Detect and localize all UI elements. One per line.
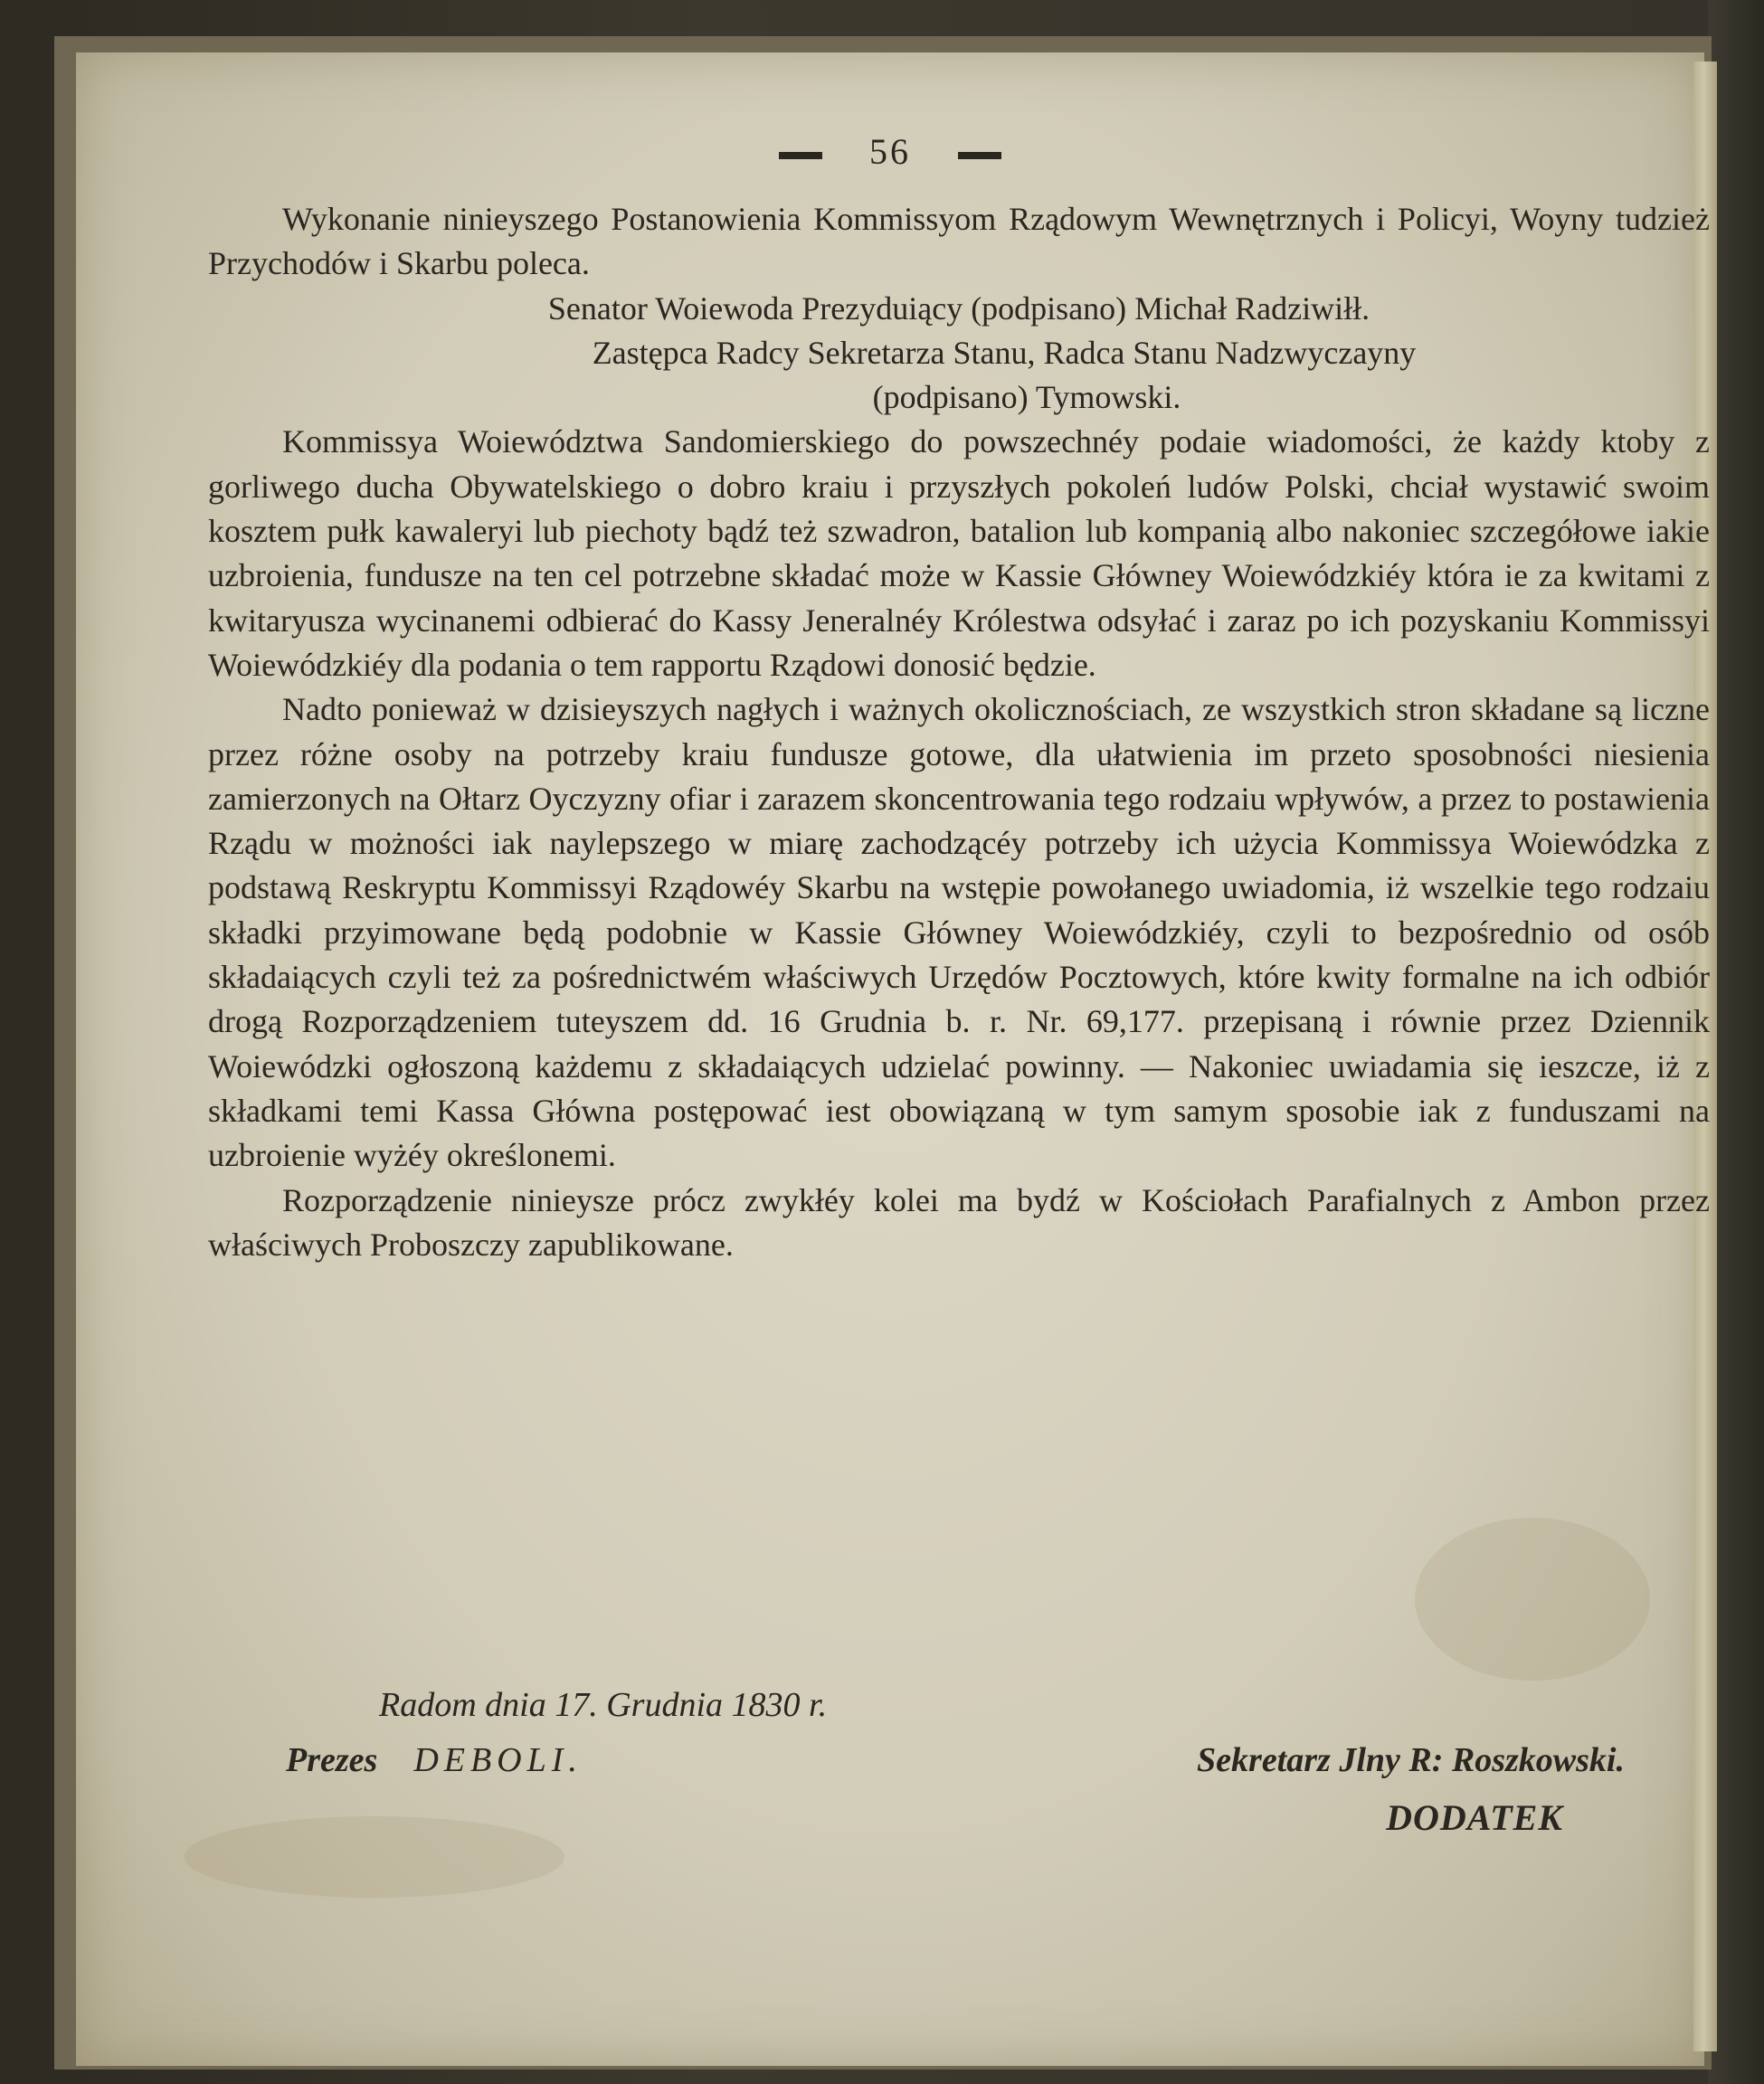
paragraph-publication: Rozporządzenie ninieysze prócz zwykłéy kolei ma bydź w Kościołach Parafialnych z Ambon przez właściwych Proboszczy zapublikowane. [208, 1181, 1710, 1263]
catchword: DODATEK [1386, 1797, 1563, 1838]
paragraph-execution: Wykonanie ninieyszego Postanowienia Kommissyom Rządowym Wewnętrznych i Policyi, Woyny tudzież Przychodów i Skarbu poleca. [208, 201, 1710, 282]
date-line: Radom dnia 17. Grudnia 1830 r. [379, 1686, 828, 1724]
page-header [76, 130, 1704, 173]
header-right-rule [958, 152, 1001, 159]
president-name: DEBOLI. [413, 1741, 583, 1779]
signature-senator: Senator Woiewoda Prezyduiący (podpisano) Michał Radziwiłł. [547, 289, 1370, 327]
president-title: Prezes [286, 1741, 378, 1779]
paper-stain [1415, 1518, 1650, 1681]
president-signature [286, 1740, 583, 1780]
secretary-signature: Sekretarz Jlny R: Roszkowski. [1197, 1741, 1625, 1779]
document-body [208, 197, 1710, 1267]
paper-stain [185, 1816, 564, 1898]
page-number: 56 [869, 131, 911, 172]
signature-deputy-title: Zastępca Radcy Sekretarza Stanu, Radca Stanu Nadzwyczayny [592, 334, 1417, 371]
paragraph-donations: Nadto ponieważ w dzisieyszych nagłych i ważnych okolicznościach, ze wszystkich stron składane są liczne przez różne osoby na potrzeby kraiu fundusze gotowe, dla ułatwienia im przeto sposobności niesienia zamierzonych na Ołtarz Oyczyzny ofiar i zarazem skoncentrowania tego rodzaiu wpływów, a przez to postawienia Rządu w możności iak naylepszego w miarę zachodzącéy potrzeby ich użycia Kommissya Woiewódzka z podstawą Reskryptu Kommissyi Rządowéy Skarbu na wstępie powołanego uwiadomia, iż wszelkie tego rodzaiu składki przyimowane będą podobnie w Kassie Główney Woiewódzkiéy, czyli to bezpośrednio od osób składaiących czyli też za pośrednictwém właściwych Urzędów Pocztowych, które kwity formalne na ich odbiór drogą Rozporządzeniem tuteyszem dd. 16 Grudnia b. r. Nr. 69,177. przepisaną i równie przez Dziennik Woiewódzki ogłoszoną każdemu z składaiących udzielać powinny. — Nakoniec uwiadamia się ieszcze, iż z składkami temi Kassa Główna postępować iest obowiązaną w tym samym sposobie iak z funduszami na uzbroienie wyżéy określonemi. [208, 691, 1710, 1174]
header-left-rule [779, 152, 822, 159]
signature-deputy-name: (podpisano) Tymowski. [872, 379, 1181, 416]
document-page [76, 52, 1710, 2066]
paragraph-announcement: Kommissya Woiewództwa Sandomierskiego do powszechnéy podaie wiadomości, że każdy ktoby z gorliwego ducha Obywatelskiego o dobro kraiu i przyszłych pokoleń ludów Polski, chciał wystawić swoim kosztem pułk kawaleryi lub piechoty bądź też szwadron, batalion lub kompanią albo nakoniec szczegółowe iakie uzbroienia, fundusze na ten cel potrzebne składać może w Kassie Główney Woiewódzkiéy która ie za kwitami z kwitaryusza wycinanemi odbierać do Kassy Jeneralnéy Królestwa odsyłać i zaraz po ich pozyskaniu Kommissyi Woiewódzkiéy dla podania o tem rapportu Rządowi donosić będzie. [208, 423, 1710, 683]
